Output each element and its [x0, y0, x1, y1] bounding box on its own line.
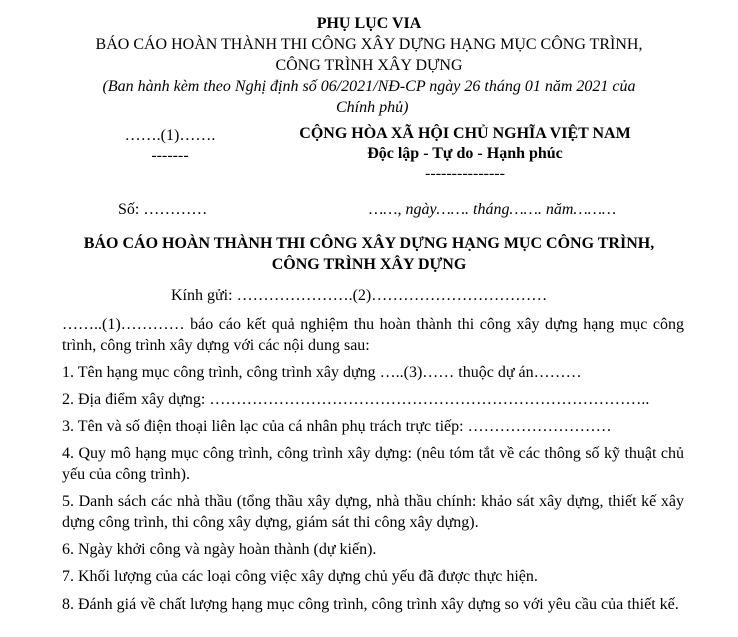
- report-title-line-1: BÁO CÁO HOÀN THÀNH THI CÔNG XÂY DỰNG HẠNG MỤC CÔNG TRÌNH,: [83, 235, 655, 252]
- appendix-title: PHỤ LỤC VIA: [316, 15, 422, 32]
- list-item: 1. Tên hạng mục công trình, công trình xây dựng …..(3)…… thuộc dự án………: [62, 364, 582, 381]
- report-title-line-2: CÔNG TRÌNH XÂY DỰNG: [271, 256, 467, 273]
- motto-rule: ---------------: [425, 165, 505, 182]
- appendix-subtitle-line-1: BÁO CÁO HOÀN THÀNH THI CÔNG XÂY DỰNG HẠNG MỤC CÔNG TRÌNH,: [95, 36, 643, 53]
- document-date: ……, ngày……. tháng……. năm………: [369, 201, 617, 218]
- org-placeholder: …….(1)…….: [124, 127, 216, 144]
- list-item: 7. Khối lượng của các loại công việc xây dựng chủ yếu đã được thực hiện.: [62, 568, 538, 585]
- list-item: 8. Đánh giá về chất lượng hạng mục công trình, công trình xây dựng so với yêu cầu của thiết kế.: [62, 596, 679, 613]
- decree-note-line-1: (Ban hành kèm theo Nghị định số 06/2021/NĐ-CP ngày 26 tháng 01 năm 2021 của: [102, 78, 636, 95]
- document-number: Số: …………: [118, 201, 208, 218]
- org-rule: -------: [151, 147, 189, 164]
- appendix-subtitle-line-2: CÔNG TRÌNH XÂY DỰNG: [275, 57, 463, 74]
- list-item: 2. Địa điểm xây dựng: ………………………………………………………………………..: [62, 391, 650, 408]
- intro-paragraph: ……..(1)………… báo cáo kết quả nghiệm thu hoàn thành thi công xây dựng hạng mục công trình, công trình xây dựng với các nội dung sau:: [62, 316, 684, 354]
- republic-heading: CỘNG HÒA XÃ HỘI CHỦ NGHĨA VIỆT NAM: [299, 125, 631, 142]
- list-item: 3. Tên và số điện thoại liên lạc của cá nhân phụ trách trực tiếp: ………………………: [62, 418, 612, 435]
- list-item: 4. Quy mô hạng mục công trình, công trình xây dựng: (nêu tóm tắt về các thông số kỹ thuật chủ yếu của công trình).: [62, 445, 684, 483]
- list-item: 6. Ngày khởi công và ngày hoàn thành (dự kiến).: [62, 541, 377, 558]
- list-item: 5. Danh sách các nhà thầu (tổng thầu xây dựng, nhà thầu chính: khảo sát xây dựng, thiết kế xây dựng công trình, thi công xây dựng, giám sát thi công xây dựng).: [62, 493, 684, 531]
- decree-note-line-2: Chính phủ): [336, 99, 409, 116]
- motto: Độc lập - Tự do - Hạnh phúc: [367, 145, 563, 162]
- recipient-line: Kính gửi: ………………….(2)……………………………: [171, 287, 548, 304]
